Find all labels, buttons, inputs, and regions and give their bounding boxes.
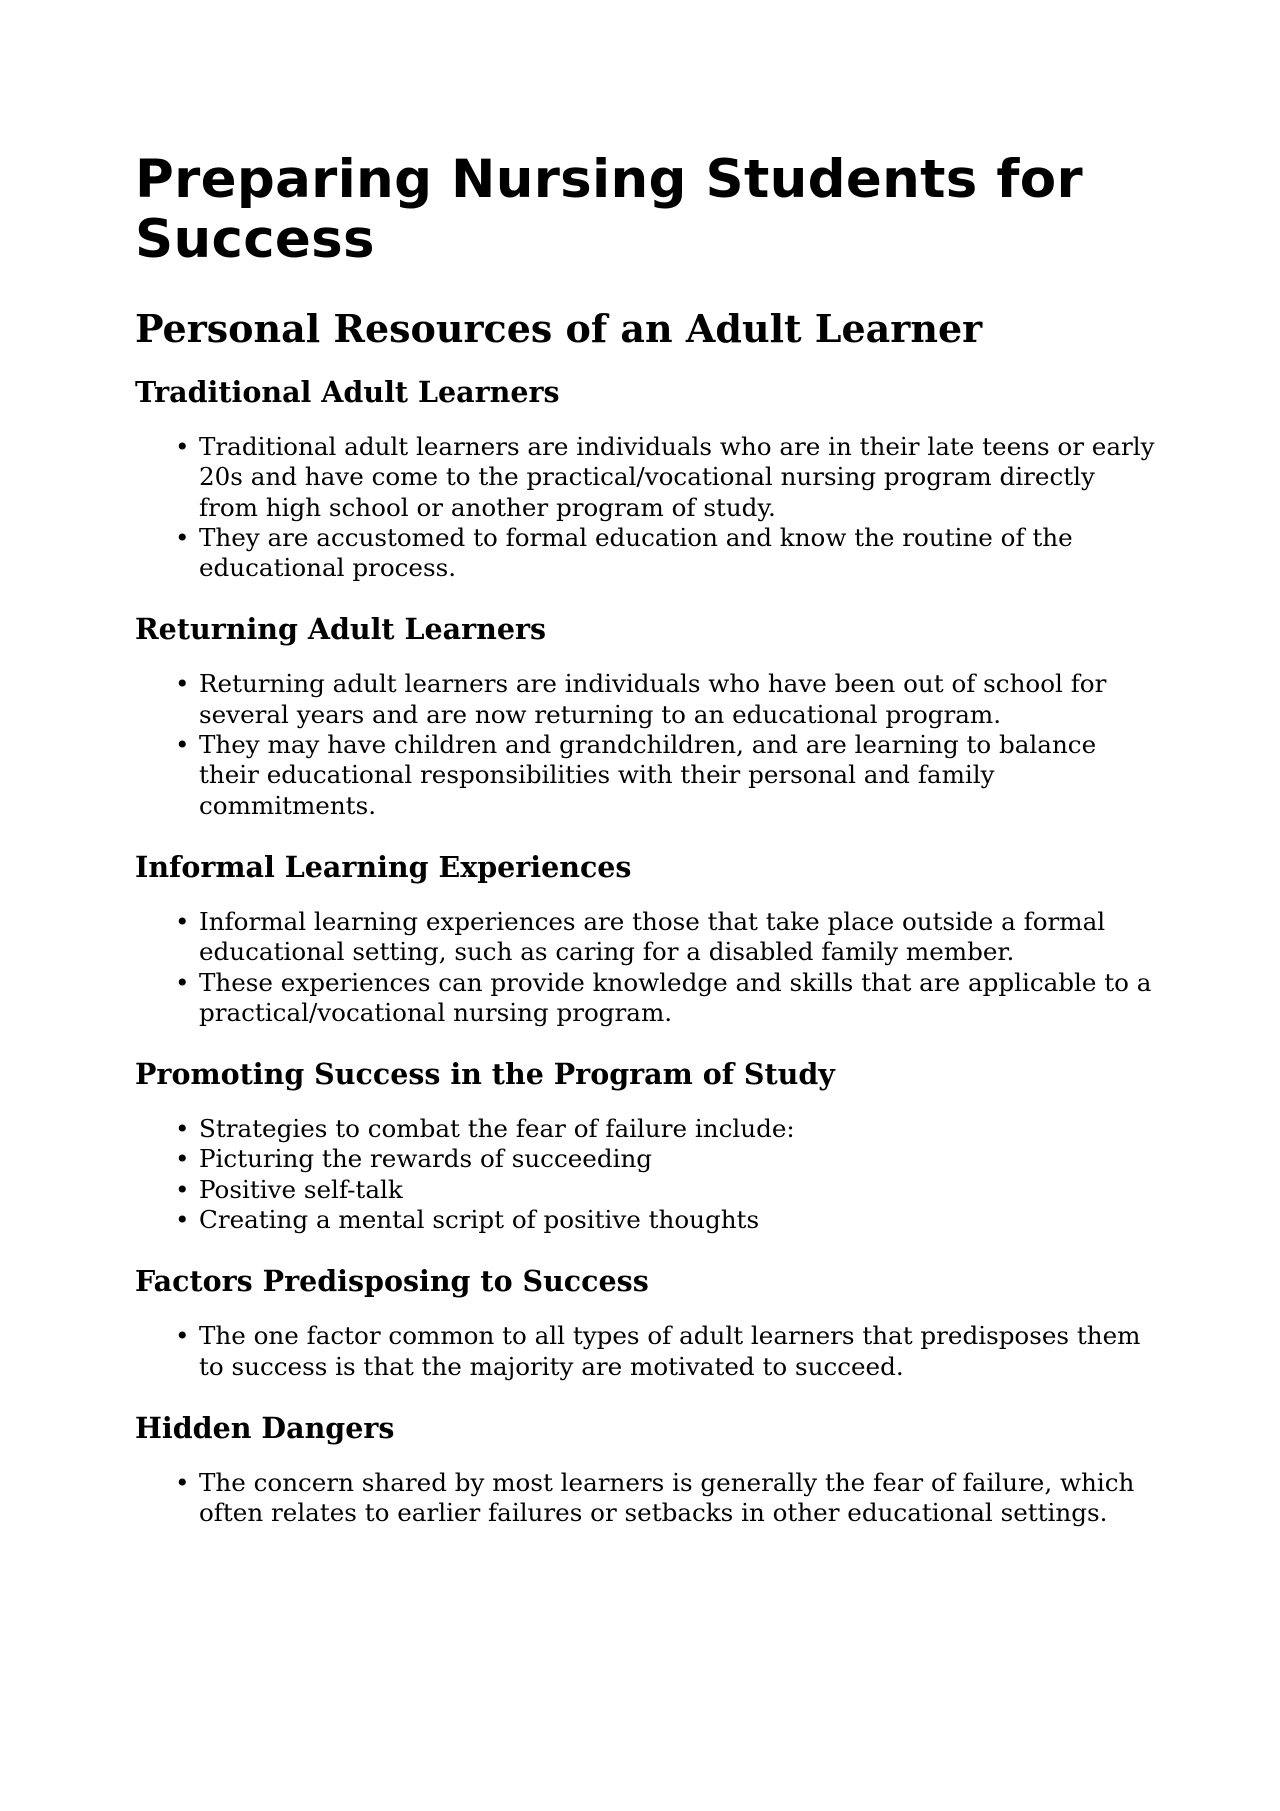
list-item-text: The one factor common to all types of adult learners that predisposes them to success is that the majority are motivated to succeed.	[199, 1321, 1141, 1381]
list-item-text: Picturing the rewards of succeeding	[199, 1144, 653, 1174]
bullet-list	[135, 1468, 1155, 1529]
list-item-text: The concern shared by most learners is generally the fear of failure, which often relates to earlier failures or setbacks in other educational settings.	[199, 1467, 1135, 1528]
list-item-text: Creating a mental script of positive thoughts	[199, 1205, 760, 1235]
list-item-text: Informal learning experiences are those that take place outside a formal educational setting, such as caring for a disabled family member.	[199, 906, 1106, 967]
bullet-icon: •	[175, 1144, 190, 1174]
section-traditional-adult-learners	[135, 374, 1155, 583]
bullet-icon: •	[175, 1114, 190, 1144]
list-item	[175, 730, 1155, 821]
list-item	[175, 967, 1155, 1029]
bullet-list	[135, 669, 1155, 820]
list-item	[175, 1205, 1155, 1235]
section-heading: Returning Adult Learners	[135, 612, 547, 647]
section-promoting-success	[135, 1056, 1155, 1235]
list-item	[175, 522, 1155, 584]
list-item	[175, 1321, 1155, 1382]
bullet-icon: •	[175, 730, 190, 760]
document-subtitle: Personal Resources of an Adult Learner	[135, 306, 983, 351]
list-item	[175, 1467, 1155, 1529]
list-item	[175, 432, 1155, 523]
list-item	[175, 1114, 1155, 1144]
list-item	[175, 669, 1155, 730]
list-item-text: They are accustomed to formal education and know the routine of the educational process.	[199, 522, 1073, 583]
section-heading: Promoting Success in the Program of Study	[135, 1057, 835, 1092]
list-item-text: Traditional adult learners are individuals who are in their late teens or early 20s and have come to the practical/vocational nursing program directly from high school or another program of study.	[199, 432, 1155, 522]
section-heading: Traditional Adult Learners	[135, 375, 560, 409]
section-heading: Hidden Dangers	[135, 1410, 395, 1445]
bullet-list	[135, 1114, 1155, 1235]
list-item-text: Returning adult learners are individuals who have been out of school for several years and are now returning to an educational program.	[199, 669, 1107, 729]
list-item-text: These experiences can provide knowledge and skills that are applicable to a practical/vocational nursing program.	[199, 967, 1152, 1027]
section-hidden-dangers	[135, 1410, 1155, 1529]
bullet-icon: •	[175, 432, 190, 461]
list-item	[175, 906, 1155, 968]
list-item-text: They may have children and grandchildren, and are learning to balance their educational responsibilities with their personal and family commitments.	[199, 730, 1097, 820]
document-page	[135, 150, 1155, 1557]
bullet-list	[135, 1321, 1155, 1382]
list-item	[175, 1144, 1155, 1174]
section-informal-learning-experiences	[135, 849, 1155, 1028]
bullet-icon: •	[175, 1321, 190, 1351]
section-heading: Informal Learning Experiences	[135, 849, 632, 884]
bullet-list	[135, 907, 1155, 1028]
section-factors-predisposing	[135, 1263, 1155, 1382]
document-title: Preparing Nursing Students for Success	[135, 149, 1083, 270]
bullet-icon: •	[175, 906, 190, 936]
bullet-icon: •	[175, 669, 190, 699]
list-item-text: Strategies to combat the fear of failure include:	[199, 1114, 795, 1144]
list-item	[175, 1174, 1155, 1205]
bullet-icon: •	[175, 967, 190, 997]
bullet-icon: •	[175, 1205, 190, 1235]
section-returning-adult-learners	[135, 611, 1155, 820]
section-heading: Factors Predisposing to Success	[135, 1264, 649, 1299]
bullet-icon: •	[175, 1467, 190, 1497]
bullet-list	[135, 432, 1155, 583]
bullet-icon: •	[175, 1174, 190, 1204]
list-item-text: Positive self-talk	[199, 1174, 403, 1204]
bullet-icon: •	[175, 522, 190, 552]
